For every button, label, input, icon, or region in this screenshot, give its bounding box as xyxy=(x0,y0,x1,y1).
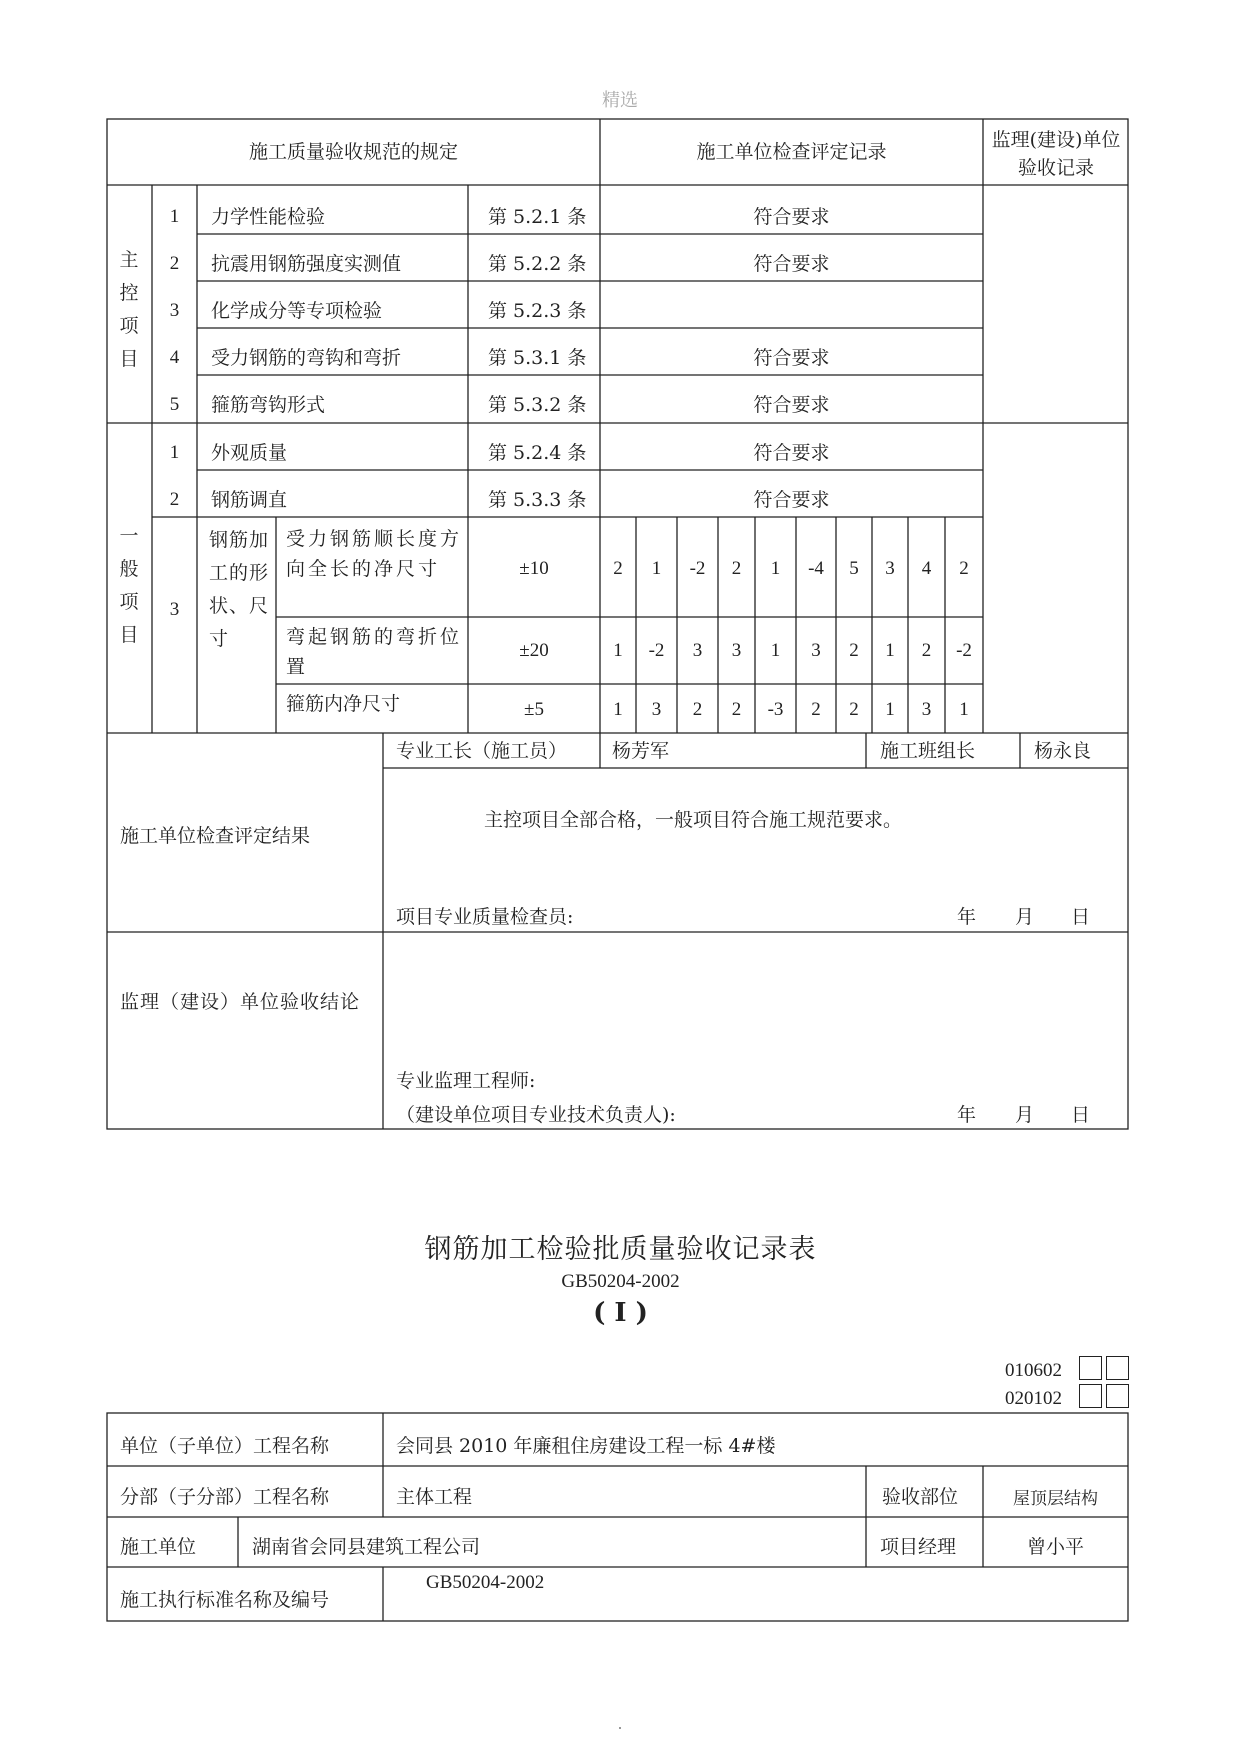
subproject-name: 主体工程 xyxy=(396,1486,473,1508)
row-no: 1 xyxy=(169,206,180,227)
part-value: 屋顶层结构 xyxy=(1013,1489,1098,1509)
manager-label: 项目经理 xyxy=(880,1536,957,1558)
measurement-value: 1 xyxy=(770,640,781,661)
supervision-engineer-note: （建设单位项目专业技术负责人): xyxy=(396,1104,676,1126)
measurement-value: 1 xyxy=(770,558,781,579)
shape-name: 钢筋加工的形状、尺寸 xyxy=(209,529,270,650)
measurement-value: 1 xyxy=(885,699,895,720)
row-clause: 第 5.3.1 条 xyxy=(488,347,587,369)
row-no: 5 xyxy=(169,394,180,415)
measurement-value: 3 xyxy=(731,640,742,661)
row-name: 外观质量 xyxy=(211,442,288,464)
measurement-value: 2 xyxy=(959,558,969,579)
row-name: 受力钢筋的弯钩和弯折 xyxy=(211,347,402,369)
supervision-year: 年 xyxy=(957,1104,977,1126)
shape-no: 3 xyxy=(169,599,180,620)
measurement-value: 3 xyxy=(885,558,895,579)
unit-result-label: 施工单位检查评定结果 xyxy=(120,825,311,847)
row-clause: 第 5.2.2 条 xyxy=(488,253,587,275)
row-no: 2 xyxy=(169,489,180,510)
measurement-value: 1 xyxy=(613,699,623,720)
measurement-value: -3 xyxy=(767,699,784,720)
code-box xyxy=(1079,1384,1102,1408)
shape-sub-name-2: 弯起钢筋的弯折位置 xyxy=(286,626,463,678)
supervision-result-label: 监理（建设）单位验收结论 xyxy=(120,991,361,1013)
page-dot xyxy=(619,1727,621,1729)
row-no: 1 xyxy=(169,442,180,463)
project-label: 单位（子单位）工程名称 xyxy=(120,1435,330,1457)
foreman-name: 杨芳军 xyxy=(612,740,670,762)
unit-result-month: 月 xyxy=(1015,906,1035,928)
measurement-value: 3 xyxy=(651,699,662,720)
row-clause: 第 5.2.1 条 xyxy=(488,206,587,228)
measurement-value: 2 xyxy=(613,558,623,579)
supervision-engineer: 专业监理工程师: xyxy=(396,1070,536,1092)
measurement-value: 1 xyxy=(959,699,969,720)
measurement-value: 2 xyxy=(731,558,742,579)
form-standard: GB50204-2002 xyxy=(561,1271,680,1292)
measurement-value: -4 xyxy=(808,558,824,579)
measurement-value: 2 xyxy=(849,699,859,720)
measurement-value: 1 xyxy=(613,640,623,661)
row-no: 3 xyxy=(169,300,180,321)
measurement-value: -2 xyxy=(689,558,706,579)
shape-sub-name-3: 箍筋内净尺寸 xyxy=(286,693,401,715)
inspector-label: 项目专业质量检查员: xyxy=(396,906,574,928)
team-leader-name: 杨永良 xyxy=(1034,740,1092,762)
team-leader-label: 施工班组长 xyxy=(880,740,976,762)
row-name: 力学性能检验 xyxy=(211,206,326,228)
unit-result-year: 年 xyxy=(957,906,977,928)
measurement-value: 1 xyxy=(651,558,662,579)
supervision-day: 日 xyxy=(1071,1104,1091,1126)
general-label: 一般项目 xyxy=(119,525,139,646)
row-result: 符合要求 xyxy=(753,394,830,416)
main-control-label: 主控项目 xyxy=(119,249,139,370)
standard-value: GB50204-2002 xyxy=(426,1572,545,1593)
row-name: 化学成分等专项检验 xyxy=(211,300,383,322)
part-label: 验收部位 xyxy=(882,1486,959,1508)
measurement-value: 3 xyxy=(692,640,703,661)
measurement-value: 2 xyxy=(849,640,859,661)
subproject-label: 分部（子分部）工程名称 xyxy=(120,1486,330,1508)
row-clause: 第 5.2.4 条 xyxy=(488,442,587,464)
supervision-month: 月 xyxy=(1015,1104,1035,1126)
row-result: 符合要求 xyxy=(753,206,830,228)
row-no: 2 xyxy=(169,253,180,274)
shape-tol-3: ±5 xyxy=(524,699,544,720)
row-result: 符合要求 xyxy=(753,253,830,275)
shape-tol-1: ±10 xyxy=(519,558,549,579)
measurement-value: 1 xyxy=(885,640,895,661)
measurement-value: 3 xyxy=(811,640,821,661)
row-name: 抗震用钢筋强度实测值 xyxy=(211,253,402,275)
foreman-label: 专业工长（施工员） xyxy=(396,740,568,762)
shape-sub-name-1: 受力钢筋顺长度方向全长的净尺寸 xyxy=(286,528,463,580)
unit-result-text: 主控项目全部合格，一般项目符合施工规范要求。 xyxy=(484,809,903,831)
measurement-value: -2 xyxy=(648,640,665,661)
measurement-value: 2 xyxy=(731,699,742,720)
row-result: 符合要求 xyxy=(753,489,830,511)
measurement-value: 4 xyxy=(921,558,932,579)
row-clause: 第 5.3.3 条 xyxy=(488,489,587,511)
row-result: 符合要求 xyxy=(753,442,830,464)
unit-result-day: 日 xyxy=(1071,906,1091,928)
row-result: 符合要求 xyxy=(753,347,830,369)
form-title: 钢筋加工检验批质量验收记录表 xyxy=(424,1234,817,1265)
measurement-value: 2 xyxy=(921,640,932,661)
row-clause: 第 5.2.3 条 xyxy=(488,300,587,322)
shape-tol-2: ±20 xyxy=(519,640,549,661)
header-spec: 施工质量验收规范的规定 xyxy=(248,141,458,163)
measurement-value: 2 xyxy=(811,699,821,720)
unit-label: 施工单位 xyxy=(120,1536,197,1558)
code-box xyxy=(1106,1356,1129,1380)
measurement-value: 2 xyxy=(692,699,703,720)
row-clause: 第 5.3.2 条 xyxy=(488,394,587,416)
header-unit-check: 施工单位检查评定记录 xyxy=(696,141,887,163)
measurement-value: 5 xyxy=(849,558,859,579)
unit-name: 湖南省会同县建筑工程公司 xyxy=(252,1536,481,1558)
code-1: 010602 xyxy=(1005,1360,1062,1381)
row-name: 钢筋调直 xyxy=(211,489,288,511)
measurement-value: 3 xyxy=(921,699,932,720)
project-name: 会同县 2010 年廉租住房建设工程一标 4#楼 xyxy=(396,1435,776,1457)
header-supervision: 监理(建设)单位验收记录 xyxy=(991,129,1121,179)
manager-name: 曾小平 xyxy=(1026,1536,1084,1558)
form-roman: ( I ) xyxy=(593,1298,648,1328)
row-no: 4 xyxy=(169,347,180,368)
code-box xyxy=(1079,1356,1102,1380)
measurement-value: -2 xyxy=(956,640,972,661)
standard-label: 施工执行标准名称及编号 xyxy=(120,1589,330,1611)
watermark: 精选 xyxy=(602,90,638,111)
code-box xyxy=(1106,1384,1129,1408)
row-name: 箍筋弯钩形式 xyxy=(211,394,326,416)
code-2: 020102 xyxy=(1005,1388,1062,1409)
